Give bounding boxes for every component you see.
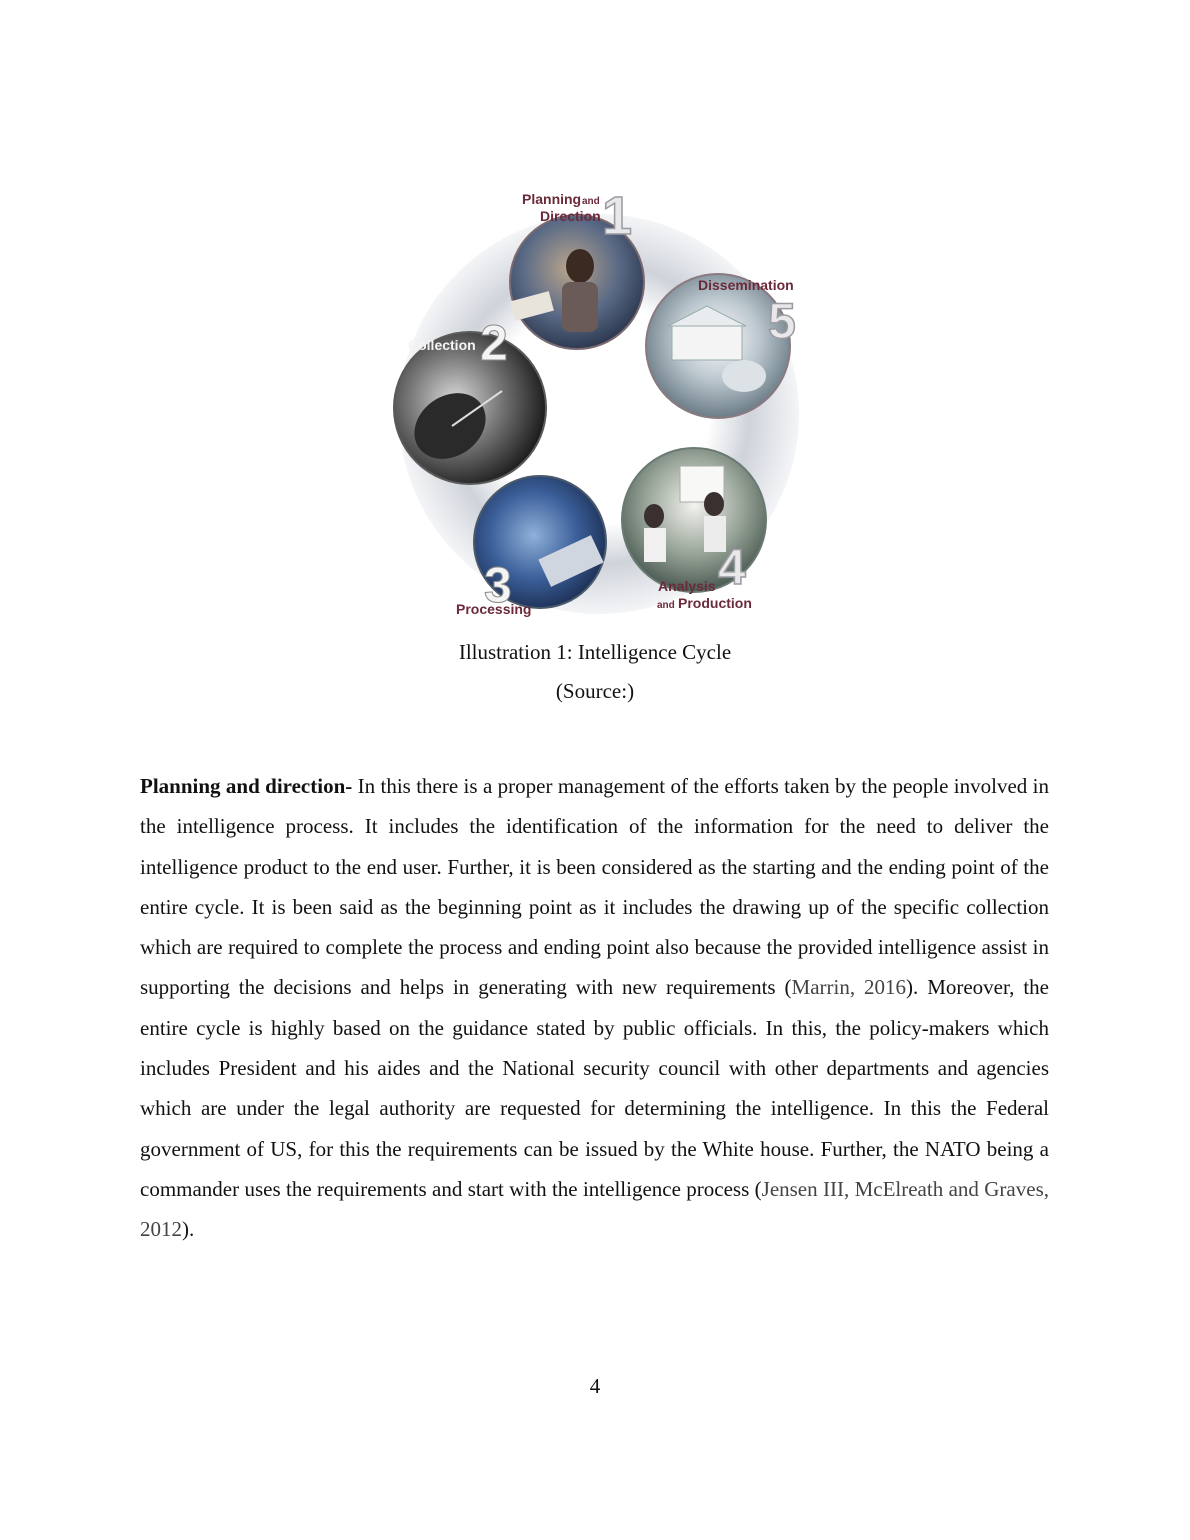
figure-caption-title: Illustration 1: Intelligence Cycle <box>458 640 732 664</box>
stage-2-number: 2 <box>480 315 508 371</box>
stage-3-number: 3 <box>484 557 512 613</box>
page-number: 4 <box>589 1374 601 1398</box>
paragraph-heading: Planning and direction- <box>140 774 353 798</box>
stage-4-label-line1: Analysis <box>658 578 716 594</box>
stage-5-label: Dissemination <box>698 277 794 293</box>
stage-1-label-line2: Direction <box>540 208 601 224</box>
stage-4-label-line2: Production <box>678 595 752 611</box>
figure-caption-source: (Source:) <box>555 679 635 703</box>
stage-1-label-line1: Planning <box>522 191 582 207</box>
body-paragraph <box>140 766 1049 1250</box>
stage-5-number: 5 <box>768 293 796 349</box>
stage-4-label-and: and <box>657 600 675 611</box>
stage-2-label: Collection <box>408 337 476 353</box>
paragraph-text-2: ). Moreover, the entire cycle is highly based on the guidance stated by public officials. In this, the policy-makers which includes President and his aides and the National security council with other departments and agencies which are under the legal authority are requested for determining the intelligence. In this the Federal government of US, for this the requirements can be issued by the White house. Further, the NATO being a commander uses the requirements and start with the intelligence process ( <box>140 975 1049 1201</box>
citation-marrin: Marrin, 2016 <box>791 975 907 1000</box>
stage-4-number: 4 <box>718 539 746 595</box>
stage-2-photo <box>394 332 546 484</box>
stage-1-label-and: and <box>582 196 600 207</box>
paragraph-text-1: In this there is a proper management of the efforts taken by the people involved in the intelligence process. It includes the identification of the information for the need to deliver the intelligence product to the end user. Further, it is been considered as the starting and the ending point of the entire cycle. It is been said as the beginning point as it includes the drawing up of the specific collection which are required to complete the process and ending point also because the provided intelligence assist in supporting the decisions and helps in generating with new requirements ( <box>140 774 1049 1000</box>
paragraph-text-3: ). <box>182 1217 195 1242</box>
stage-3-label: Processing <box>456 601 532 617</box>
intelligence-cycle-figure <box>392 186 806 628</box>
stage-1-number: 1 <box>602 186 633 246</box>
citation-jensen: Jensen III, McElreath and Graves, 2012 <box>140 1176 1049 1242</box>
